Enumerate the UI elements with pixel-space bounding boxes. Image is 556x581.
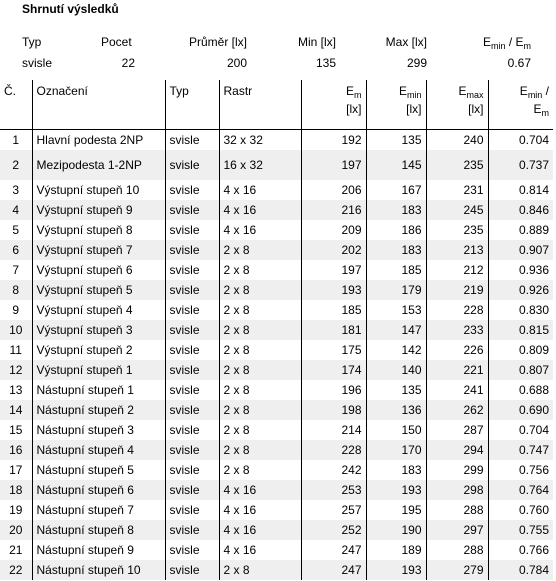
row-typ: svisle [165,340,219,360]
row-emax: 233 [426,320,488,340]
table-row [0,130,553,151]
row-rastr: 2 x 8 [219,360,301,380]
row-name: Nástupní stupeň 5 [32,460,165,480]
row-emin: 179 [366,280,426,300]
header-ratio-e2: E [533,102,542,116]
row-name: Výstupní stupeň 8 [32,220,165,240]
summary-header-ratio [483,35,531,51]
table-row [0,540,553,560]
row-rastr: 2 x 8 [219,420,301,440]
row-rastr: 4 x 16 [219,220,301,240]
table-row [0,260,553,280]
row-typ: svisle [165,280,219,300]
row-emax: 235 [426,220,488,240]
row-number: 10 [0,320,32,340]
table-row [0,240,553,260]
row-name: Nástupní stupeň 10 [32,560,165,580]
row-rastr: 4 x 16 [219,520,301,540]
table-row [0,340,553,360]
table-row [0,520,553,540]
row-emin: 136 [366,400,426,420]
row-emax: 298 [426,480,488,500]
row-name: Nástupní stupeň 7 [32,500,165,520]
row-emax: 279 [426,560,488,580]
row-em: 214 [301,420,366,440]
table-row [0,560,553,580]
row-emin: 186 [366,220,426,240]
row-emax: 245 [426,200,488,220]
row-number: 14 [0,400,32,420]
summary-ratio-m: m [523,41,531,51]
row-rastr: 2 x 8 [219,460,301,480]
row-typ: svisle [165,440,219,460]
page-title: Shrnutí výsledků [22,2,119,16]
row-typ: svisle [165,380,219,400]
header-ratio-sub: min [527,90,543,100]
row-emin: 147 [366,320,426,340]
row-name: Nástupní stupeň 6 [32,480,165,500]
row-emin: 189 [366,540,426,560]
row-em: 228 [301,440,366,460]
header-em-sub: m [354,90,362,100]
row-em: 242 [301,460,366,480]
header-emin-e: E [398,84,407,98]
row-em: 197 [301,260,366,280]
row-rastr: 4 x 16 [219,200,301,220]
row-em: 202 [301,240,366,260]
row-number: 6 [0,240,32,260]
row-ratio: 0.737 [488,150,553,180]
row-emax: 288 [426,500,488,520]
row-rastr: 2 x 8 [219,320,301,340]
row-emin: 140 [366,360,426,380]
row-number: 5 [0,220,32,240]
row-emax: 241 [426,380,488,400]
row-rastr: 2 x 8 [219,400,301,420]
row-emin: 183 [366,460,426,480]
row-typ: svisle [165,420,219,440]
row-em: 209 [301,220,366,240]
row-emin: 135 [366,380,426,400]
row-emax: 288 [426,540,488,560]
header-emin-unit: [lx] [406,102,422,116]
row-name: Nástupní stupeň 3 [32,420,165,440]
summary-ratio-e: E [482,35,491,49]
row-ratio: 0.704 [518,423,549,437]
row-number: 2 [0,150,32,180]
row-name: Nástupní stupeň 4 [32,440,165,460]
row-emax: 231 [426,180,488,200]
row-em: 252 [301,520,366,540]
row-emax: 235 [426,150,488,180]
header-emax-unit: [lx] [468,102,484,116]
row-number: 21 [0,540,32,560]
row-emax: 299 [426,460,488,480]
row-emin: 183 [366,240,426,260]
table-row [0,320,553,340]
row-rastr: 4 x 16 [219,480,301,500]
row-rastr: 2 x 8 [219,380,301,400]
row-emin: 193 [366,560,426,580]
row-em: 253 [301,480,366,500]
row-em: 192 [301,130,366,151]
header-em-unit: [lx] [346,102,362,116]
row-number: 13 [0,380,32,400]
row-typ: svisle [165,540,219,560]
table-row [0,180,553,200]
row-ratio: 0.807 [488,360,553,380]
header-emax-sub: max [466,90,484,100]
row-typ: svisle [165,360,219,380]
row-ratio: 0.907 [488,240,553,260]
row-number: 8 [0,280,32,300]
row-emin: 167 [366,180,426,200]
row-name: Výstupní stupeň 4 [32,300,165,320]
row-em: 181 [301,320,366,340]
row-number: 22 [0,560,32,580]
row-emin: 135 [366,130,426,151]
table-row [0,220,553,240]
row-name: Výstupní stupeň 3 [32,320,165,340]
table-row [0,460,553,480]
row-number: 19 [0,500,32,520]
summary-ratio-sep: / E [505,35,524,49]
header-em-e: E [345,84,354,98]
summary-value-ratio: 0.67 [507,56,531,70]
row-number: 17 [0,460,32,480]
row-ratio: 0.889 [518,223,549,237]
row-em: 197 [301,150,366,180]
row-em: 216 [301,200,366,220]
summary-ratio-min: min [490,41,506,51]
summary-header-pocet: Pocet [101,35,132,49]
summary-value-typ: svisle [22,56,53,70]
row-em: 185 [301,300,366,320]
row-ratio: 0.755 [488,520,553,540]
row-ratio: 0.936 [518,263,549,277]
row-em: 174 [301,360,366,380]
row-em: 175 [301,340,366,360]
row-rastr: 2 x 8 [219,340,301,360]
row-name: Výstupní stupeň 5 [32,280,165,300]
row-rastr: 16 x 32 [219,150,301,180]
summary-value-max: 299 [406,56,427,70]
summary-header-typ: Typ [22,35,42,49]
row-rastr: 2 x 8 [219,560,301,580]
header-typ: Typ [165,80,219,130]
header-ratio-sub2: m [541,108,549,118]
row-typ: svisle [165,240,219,260]
header-emax-e: E [458,84,467,98]
row-ratio: 0.809 [518,343,549,357]
row-typ: svisle [165,180,219,200]
row-number: 9 [0,300,32,320]
row-typ: svisle [165,480,219,500]
row-number: 11 [0,340,32,360]
row-emin: 190 [366,520,426,540]
row-typ: svisle [165,260,219,280]
row-emin: 150 [366,420,426,440]
row-ratio: 0.764 [488,480,553,500]
row-em: 257 [301,500,366,520]
row-typ: svisle [165,320,219,340]
row-rastr: 32 x 32 [219,130,301,151]
row-ratio: 0.926 [488,280,553,300]
row-name: Výstupní stupeň 9 [32,200,165,220]
row-ratio: 0.784 [488,560,553,580]
table-row [0,380,553,400]
header-emax [426,80,488,130]
row-rastr: 2 x 8 [219,440,301,460]
row-em: 247 [301,560,366,580]
row-emin: 193 [366,480,426,500]
row-typ: svisle [165,150,219,180]
row-ratio: 0.690 [488,400,553,420]
row-emax: 297 [426,520,488,540]
row-emax: 219 [426,280,488,300]
row-name: Nástupní stupeň 8 [32,520,165,540]
header-ratio-e: E [519,84,528,98]
row-ratio: 0.747 [488,440,553,460]
row-ratio: 0.760 [518,503,549,517]
row-ratio: 0.814 [518,183,549,197]
row-emax: 240 [426,130,488,151]
header-em [301,80,366,130]
row-rastr: 2 x 8 [219,280,301,300]
row-em: 247 [301,540,366,560]
row-emin: 195 [366,500,426,520]
row-em: 196 [301,380,366,400]
row-emax: 226 [426,340,488,360]
row-emax: 287 [426,420,488,440]
table-row [0,500,553,520]
header-oznaceni: Označení [32,80,165,130]
row-number: 7 [0,260,32,280]
row-typ: svisle [165,460,219,480]
row-rastr: 2 x 8 [219,260,301,280]
row-typ: svisle [165,500,219,520]
row-emax: 294 [426,440,488,460]
row-typ: svisle [165,220,219,240]
header-ratio [488,80,553,130]
row-name: Výstupní stupeň 7 [32,240,165,260]
row-number: 18 [0,480,32,500]
row-number: 16 [0,440,32,460]
row-name: Hlavní podesta 2NP [32,130,165,151]
row-rastr: 2 x 8 [219,300,301,320]
row-emin: 185 [366,260,426,280]
table-row [0,480,553,500]
row-emax: 228 [426,300,488,320]
header-emin-sub: min [406,90,422,100]
summary-value-min: 135 [315,56,336,70]
row-emax: 212 [426,260,488,280]
row-emax: 262 [426,400,488,420]
row-name: Výstupní stupeň 10 [32,180,165,200]
row-ratio: 0.830 [518,303,549,317]
row-em: 198 [301,400,366,420]
summary-value-prumer: 200 [226,56,247,70]
table-header-row [0,80,553,130]
summary-value-pocet: 22 [121,56,135,70]
row-emax: 213 [426,240,488,260]
row-number: 20 [0,520,32,540]
table-row [0,420,553,440]
row-ratio: 0.815 [488,320,553,340]
row-typ: svisle [165,130,219,151]
row-ratio: 0.846 [488,200,553,220]
row-rastr: 4 x 16 [219,500,301,520]
row-number: 1 [0,130,32,151]
table-row [0,300,553,320]
row-em: 193 [301,280,366,300]
row-emin: 170 [366,440,426,460]
row-number: 12 [0,360,32,380]
summary-header-prumer: Průměr [lx] [188,35,247,49]
table-row [0,440,553,460]
row-name: Nástupní stupeň 2 [32,400,165,420]
row-name: Výstupní stupeň 6 [32,260,165,280]
row-number: 3 [0,180,32,200]
summary-header-max: Max [lx] [385,35,427,49]
row-ratio: 0.704 [518,133,549,147]
row-number: 15 [0,420,32,440]
row-rastr: 2 x 8 [219,240,301,260]
row-name: Výstupní stupeň 2 [32,340,165,360]
table-row [0,150,553,180]
row-typ: svisle [165,400,219,420]
row-em: 206 [301,180,366,200]
row-emin: 145 [366,150,426,180]
row-name: Výstupní stupeň 1 [32,360,165,380]
header-rastr: Rastr [219,80,301,130]
row-number: 4 [0,200,32,220]
table-row [0,400,553,420]
row-name: Nástupní stupeň 9 [32,540,165,560]
row-typ: svisle [165,520,219,540]
results-table [0,80,553,580]
row-typ: svisle [165,200,219,220]
table-row [0,200,553,220]
row-typ: svisle [165,560,219,580]
header-cislo: Č. [0,80,32,130]
row-typ: svisle [165,300,219,320]
row-ratio: 0.756 [518,463,549,477]
summary-header-min: Min [lx] [297,35,336,49]
row-ratio: 0.688 [518,383,549,397]
row-rastr: 4 x 16 [219,180,301,200]
row-emin: 153 [366,300,426,320]
row-emin: 183 [366,200,426,220]
row-rastr: 4 x 16 [219,540,301,560]
row-emin: 142 [366,340,426,360]
row-name: Nástupní stupeň 1 [32,380,165,400]
header-emin [366,80,426,130]
row-name: Mezipodesta 1-2NP [32,150,165,180]
table-row [0,280,553,300]
header-ratio-sep: / [542,84,549,98]
row-emax: 221 [426,360,488,380]
table-row [0,360,553,380]
row-ratio: 0.766 [518,543,549,557]
